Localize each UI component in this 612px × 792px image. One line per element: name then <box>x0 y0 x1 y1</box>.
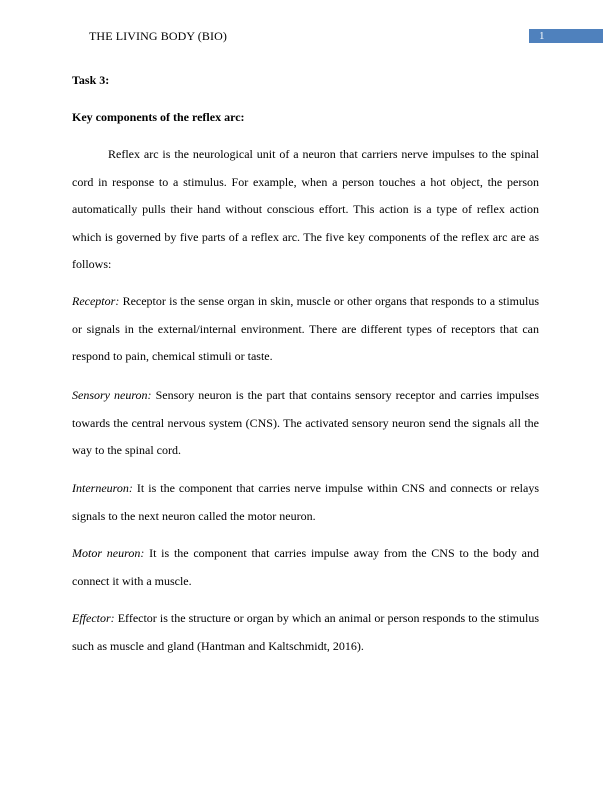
component-term: Motor neuron: <box>72 546 145 560</box>
component-sensory-neuron <box>72 382 539 465</box>
component-receptor <box>72 288 539 371</box>
component-text: Effector is the structure or organ by which an animal or person responds to the stimulus such as muscle and gland (Hantman and Kaltschmidt, 2016). <box>72 611 540 653</box>
task-heading: Task 3: <box>72 73 110 87</box>
component-term: Effector: <box>72 611 115 625</box>
intro-paragraph: Reflex arc is the neurological unit of a neuron that carriers nerve impulses to the spinal cord in response to a stimulus. For example, when a person touches a hot object, the person automatically pulls their hand without conscious effort. This action is a type of reflex action which is governed by five parts of a reflex arc. The five key components of the reflex arc are as follows: <box>72 147 539 271</box>
component-motor-neuron <box>72 540 539 595</box>
component-text: Sensory neuron is the part that contains sensory receptor and carries impulses towards the central nervous system (CNS). The activated sensory neuron send the signals all the way to the spinal cord. <box>72 388 540 457</box>
running-header-title: THE LIVING BODY (BIO) <box>89 29 227 43</box>
page-number: 1 <box>529 29 603 43</box>
component-text: It is the component that carries nerve impulse within CNS and connects or relays signals to the next neuron called the motor neuron. <box>72 481 539 523</box>
component-effector <box>72 605 539 660</box>
component-term: Sensory neuron: <box>72 388 152 402</box>
component-text: It is the component that carries impulse away from the CNS to the body and connect it with a muscle. <box>72 546 540 588</box>
component-text: Receptor is the sense organ in skin, muscle or other organs that responds to a stimulus or signals in the external/internal environment. There are different types of receptors that can respond to pain, chemical stimuli or taste. <box>72 294 540 363</box>
component-term: Interneuron: <box>72 481 133 495</box>
section-heading: Key components of the reflex arc: <box>72 110 245 124</box>
component-term: Receptor: <box>72 294 120 308</box>
component-interneuron <box>72 475 539 530</box>
